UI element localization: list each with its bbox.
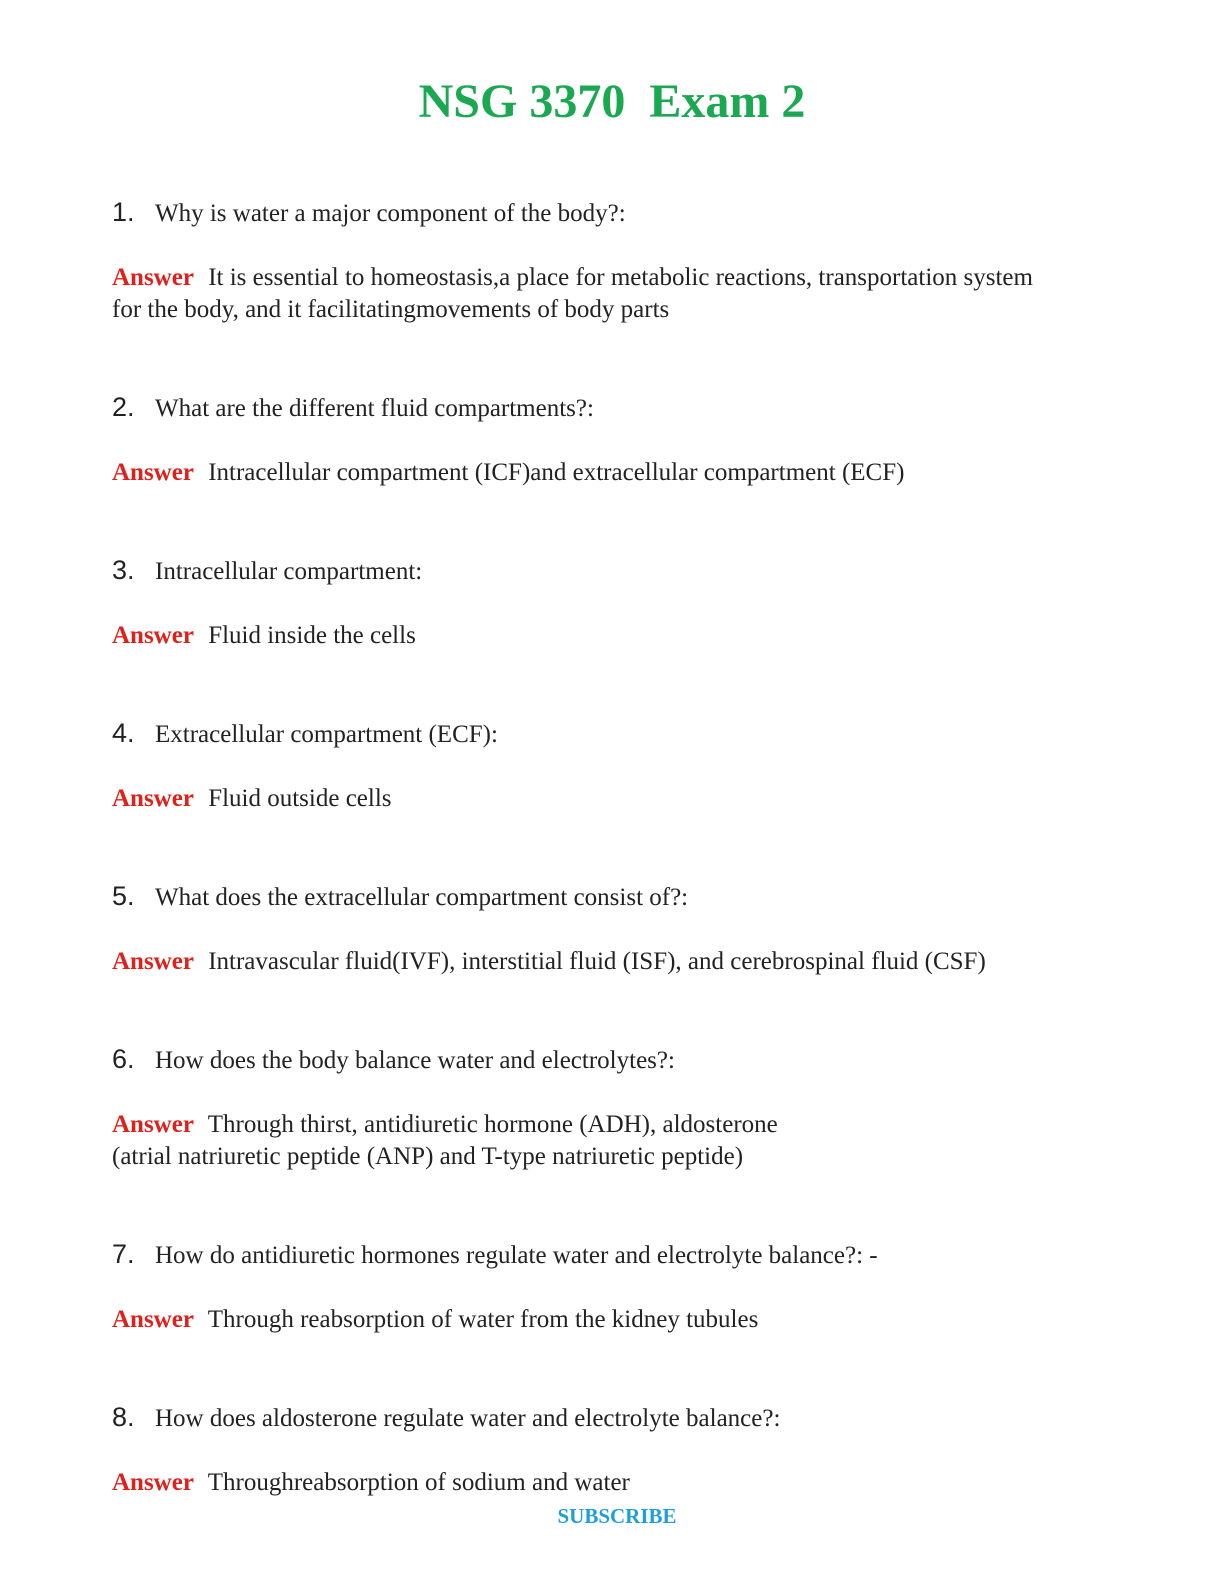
answer-label: Answer: [112, 785, 194, 812]
answer-text: Fluid outside cells: [208, 785, 392, 812]
answer-text: Intravascular fluid(IVF), interstitial fluid (ISF), and cerebrospinal fluid (CSF): [208, 948, 986, 975]
question-number: 4.: [112, 718, 135, 748]
answer-text-continued: (atrial natriuretic peptide (ANP) and T-type natriuretic peptide): [112, 1143, 744, 1170]
answer: [112, 783, 1132, 815]
answer-label: Answer: [112, 1306, 194, 1333]
qa-item: [112, 1238, 1132, 1336]
question-text: Extracellular compartment (ECF):: [155, 721, 498, 748]
question: [112, 554, 1132, 588]
question-text: What does the extracellular compartment consist of?:: [155, 884, 689, 911]
page-title: NSG 3370 Exam 2: [418, 75, 806, 128]
answer: [112, 1304, 1132, 1336]
question-text: How does aldosterone regulate water and electrolyte balance?:: [155, 1405, 781, 1432]
question-number: 1.: [112, 197, 135, 227]
answer-text: It is essential to homeostasis,a place for metabolic reactions, transportation system: [208, 264, 1033, 291]
question-text: Why is water a major component of the body?:: [155, 200, 626, 227]
answer-label: Answer: [112, 1469, 194, 1496]
question: [112, 880, 1132, 914]
answer-label: Answer: [112, 948, 194, 975]
answer-label: Answer: [112, 459, 194, 486]
answer: [112, 1109, 1132, 1173]
subscribe-link[interactable]: SUBSCRIBE: [557, 1504, 677, 1528]
question-number: 8.: [112, 1402, 135, 1432]
question-number: 5.: [112, 881, 135, 911]
qa-item: [112, 717, 1132, 815]
question-text: What are the different fluid compartments?:: [155, 395, 594, 422]
answer-text: Through reabsorption of water from the kidney tubules: [207, 1306, 759, 1333]
answer-text-continued: for the body, and it facilitatingmovements of body parts: [112, 296, 670, 323]
question-number: 2.: [112, 392, 135, 422]
question-number: 6.: [112, 1044, 135, 1074]
question: [112, 1043, 1132, 1077]
qa-item: [112, 554, 1132, 652]
answer-text: Through thirst, antidiuretic hormone (ADH), aldosterone: [207, 1111, 778, 1138]
question-number: 7.: [112, 1239, 135, 1269]
question: [112, 196, 1132, 230]
answer-label: Answer: [112, 622, 194, 649]
qa-item: [112, 1401, 1132, 1499]
answer-text: Fluid inside the cells: [208, 622, 416, 649]
question-text: Intracellular compartment:: [155, 558, 423, 585]
answer: [112, 1467, 1132, 1499]
question: [112, 717, 1132, 751]
answer-label: Answer: [112, 1111, 194, 1138]
qa-item: [112, 391, 1132, 489]
answer: [112, 620, 1132, 652]
question-text: How does the body balance water and electrolytes?:: [155, 1047, 675, 1074]
qa-item: [112, 880, 1132, 978]
question: [112, 1401, 1132, 1435]
question-text: How do antidiuretic hormones regulate water and electrolyte balance?: -: [155, 1242, 878, 1269]
answer-label: Answer: [112, 264, 194, 291]
question: [112, 1238, 1132, 1272]
question: [112, 391, 1132, 425]
qa-item: [112, 196, 1132, 326]
answer: [112, 457, 1132, 489]
answer: [112, 946, 1132, 978]
qa-item: [112, 1043, 1132, 1173]
answer: [112, 262, 1132, 326]
question-number: 3.: [112, 555, 135, 585]
answer-text: Throughreabsorption of sodium and water: [207, 1469, 630, 1496]
answer-text: Intracellular compartment (ICF)and extracellular compartment (ECF): [208, 459, 905, 486]
